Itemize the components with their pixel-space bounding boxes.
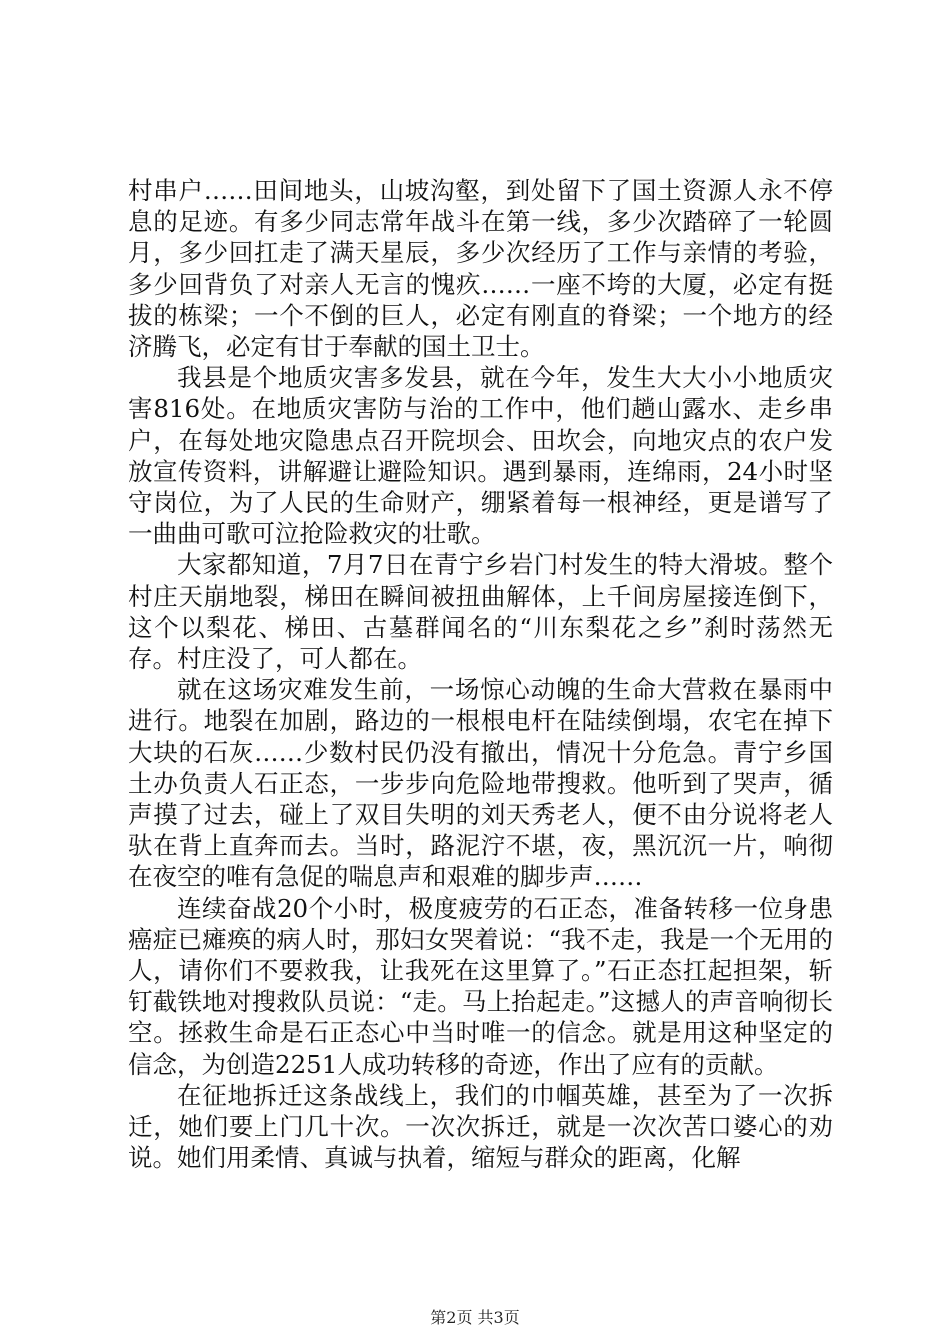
paragraph-1: 村串户……田间地头，山坡沟壑，到处留下了国土资源人永不停息的足迹。有多少同志常年战斗在第一线，多少次踏碎了一轮圆月，多少回扛走了满天星辰，多少次经历了工作与亲情的考验，多少回背负了对亲人无言的愧疚……一座不垮的大厦，必定有挺拔的栋梁；一个不倒的巨人，必定有刚直的脊梁；一个地方的经济腾飞，必定有甘于奉献的国土卫士。	[128, 176, 833, 362]
paragraph-6: 在征地拆迁这条战线上，我们的巾帼英雄，甚至为了一次拆迁，她们要上门几十次。一次次拆迁，就是一次次苦口婆心的劝说。她们用柔情、真诚与执着，缩短与群众的距离，化解	[128, 1080, 833, 1173]
paragraph-2: 我县是个地质灾害多发县，就在今年，发生大大小小地质灾害816处。在地质灾害防与治的工作中，他们趟山露水、走乡串户，在每处地灾隐患点召开院坝会、田坎会，向地灾点的农户发放宣传资料，讲解避让避险知识。遇到暴雨，连绵雨，24小时坚守岗位，为了人民的生命财产，绷紧着每一根神经，更是谱写了一曲曲可歌可泣抢险救灾的壮歌。	[128, 363, 833, 549]
paragraph-5: 连续奋战20个小时，极度疲劳的石正态，准备转移一位身患癌症已瘫痪的病人时，那妇女哭着说：“我不走，我是一个无用的人，请你们不要救我，让我死在这里算了。”石正态扛起担架，斩钉截铁地对搜救队员说：“走。马上抬起走。”这撼人的声音响彻长空。拯救生命是石正态心中当时唯一的信念。就是用这种坚定的信念，为创造2251人成功转移的奇迹，作出了应有的贡献。	[128, 893, 833, 1079]
document-body	[128, 175, 833, 1174]
page-footer: 第2页 共3页	[430, 1308, 520, 1327]
paragraph-4: 就在这场灾难发生前，一场惊心动魄的生命大营救在暴雨中进行。地裂在加剧，路边的一根根电杆在陆续倒塌，农宅在掉下大块的石灰……少数村民仍没有撤出，情况十分危急。青宁乡国土办负责人石正态，一步步向危险地带搜救。他听到了哭声，循声摸了过去，碰上了双目失明的刘天秀老人，便不由分说将老人驮在背上直奔而去。当时，路泥泞不堪，夜，黑沉沉一片，响彻在夜空的唯有急促的喘息声和艰难的脚步声……	[128, 675, 833, 892]
paragraph-3: 大家都知道，7月7日在青宁乡岩门村发生的特大滑坡。整个村庄天崩地裂，梯田在瞬间被扭曲解体，上千间房屋接连倒下，这个以梨花、梯田、古墓群闻名的“川东梨花之乡”刹时荡然无存。村庄没了，可人都在。	[128, 550, 833, 674]
